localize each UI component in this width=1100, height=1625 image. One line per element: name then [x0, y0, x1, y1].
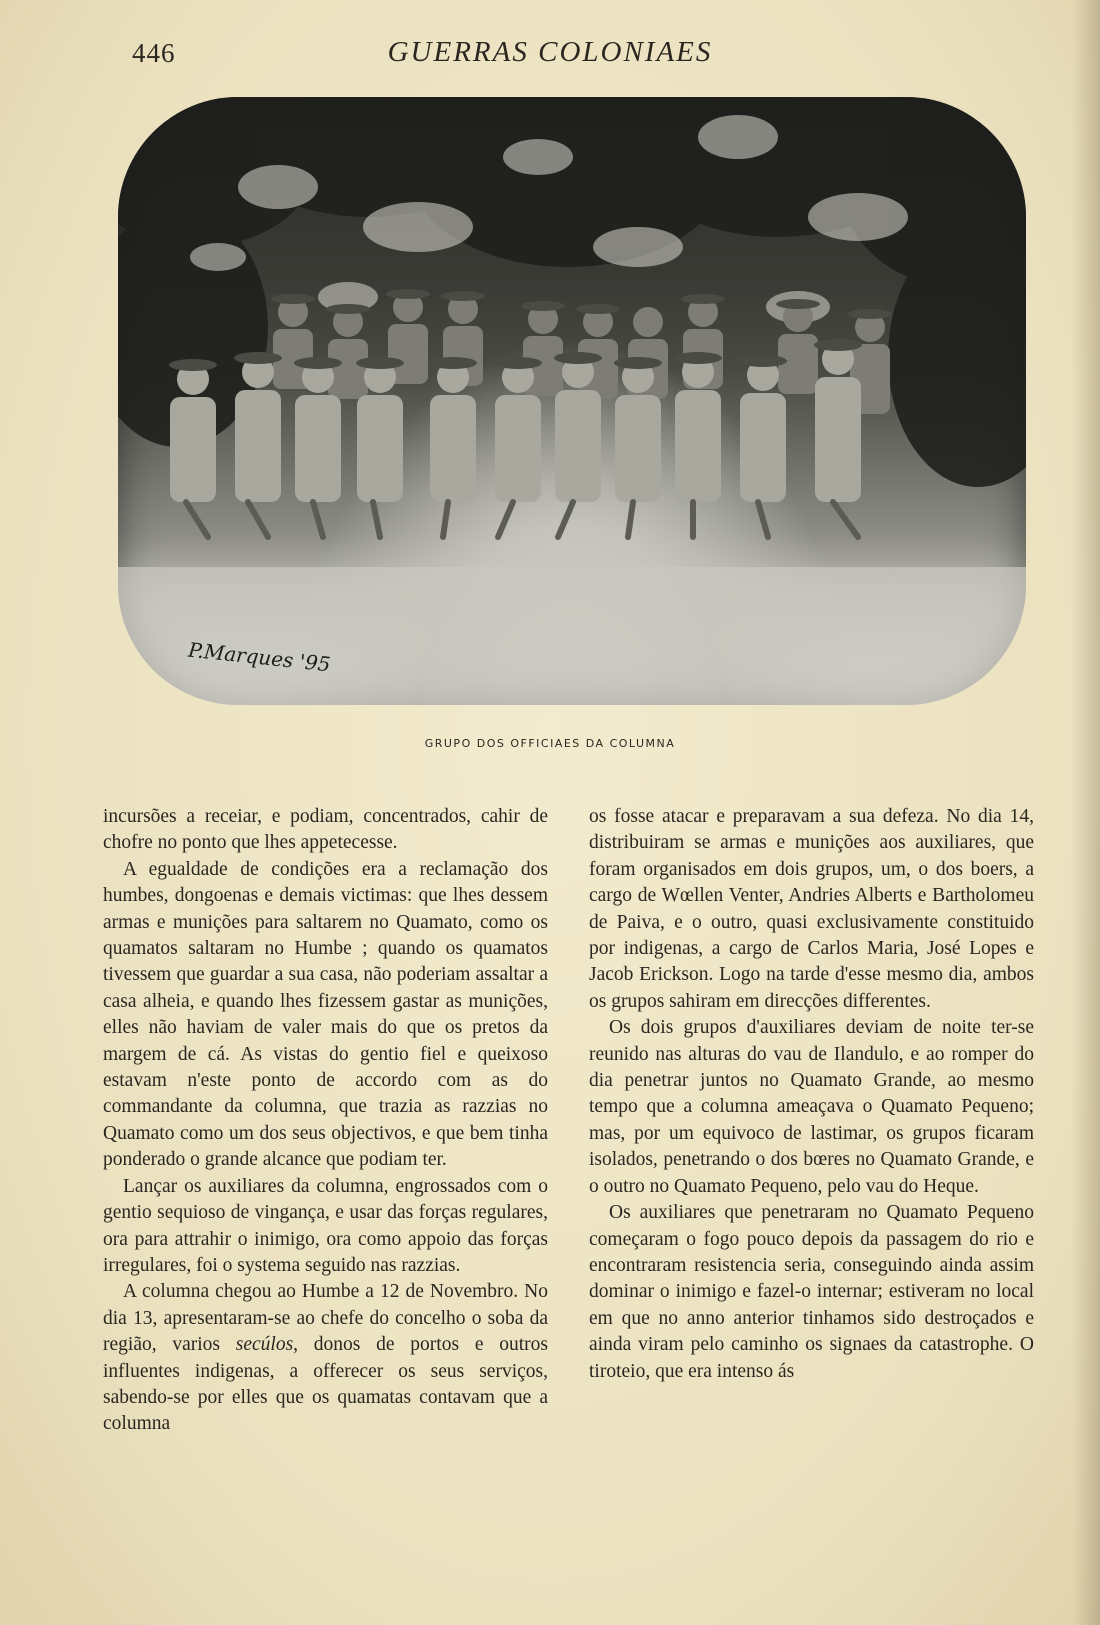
- left-paragraph-2: A egualdade de condições era a reclamação dos humbes, dongoenas e demais victimas: que lhes dessem armas e munições para saltarem no Quamato, como os quamatos saltaram no Humbe ; quando os quamatos tivessem que guardar a sua casa, não poderiam assaltar a casa alheia, e quando lhes fizessem gastar as munições, elles não haviam de valer mais do que os pretos da margem de cá. As vistas do gentio fiel e queixoso estavam n'este ponto de accordo com as do commandante da columna, que trazia as razzias no Quamato como um dos seus objectivos, e que bem tinha ponderado o grande alcance que podiam ter.: [103, 858, 548, 1171]
- left-paragraph-4-end: , donos de portos e outros influentes indigenas, a offerecer os seus serviços, sabendo-se por elles que os quamatas contavam que a columna: [103, 1334, 548, 1435]
- photo-illustration: [118, 97, 1026, 705]
- running-title: GUERRAS COLONIAES: [387, 36, 713, 68]
- photographer-signature: P.Marques '95: [187, 637, 332, 677]
- right-paragraph-2: Os dois grupos d'auxiliares deviam de noite ter-se reunido nas alturas do vau de Ilandulo, e ao romper do dia penetrar juntos no Quamato Grande, ao mesmo tempo que a columna ameaçava o Quamato Pequeno; mas, por um equivoco de lastimar, os grupos ficaram isolados, penetrando o dos bœres no Quamato Grande, e o outro no Quamato Pequeno, pelo vau do Heque.: [589, 1017, 1034, 1197]
- page-edge-shadow: [1072, 0, 1100, 1625]
- left-paragraph-4-start: A columna chegou ao Humbe a 12 de Novembro. No dia 13, apresentaram-se ao chefe do concelho o soba da região, varios: [103, 1281, 548, 1356]
- left-paragraph-1: incursões a receiar, e podiam, concentrados, cahir de chofre no ponto que lhes appetecesse.: [103, 806, 548, 854]
- figure-caption: GRUPO DOS OFFICIAES DA COLUMNA: [424, 737, 676, 750]
- left-paragraph-4-italic: secúlos: [235, 1334, 294, 1356]
- page-number: 446: [132, 38, 176, 68]
- right-paragraph-3: Os auxiliares que penetraram no Quamato Pequeno começaram o fogo pouco depois da passagem do rio e encontraram resistencia seria, conseguindo ainda assim dominar o inimigo e fazel-o internar; estiveram no local em que no anno anterior tinhamos sido destroçados e ainda viram pelo caminho os signaes da catastrophe. O tiroteio, que era intenso ás: [589, 1202, 1034, 1382]
- left-text-column: [103, 804, 548, 1438]
- right-paragraph-1: os fosse atacar e preparavam a sua defeza. No dia 14, distribuiram se armas e munições aos auxiliares, que foram organisados em dois grupos, um, o dos boers, a cargo de Wœllen Venter, Andries Alberts e Bartholomeu de Paiva, e o outro, quasi exclusivamente constituido por indigenas, a cargo de Carlos Maria, José Lopes e Jacob Erickson. Logo na tarde d'esse mesmo dia, ambos os grupos sahiram em direcções differentes.: [589, 806, 1034, 1012]
- group-photograph: [118, 97, 1026, 705]
- left-paragraph-3: Lançar os auxiliares da columna, engrossados com o gentio sequioso de vingança, e usar das forças regulares, ora para attrahir o inimigo, ora como appoio das forças irregulares, foi o systema seguido nas razzias.: [103, 1175, 548, 1276]
- right-text-column: [589, 804, 1034, 1385]
- left-paragraph-4: [103, 1279, 548, 1437]
